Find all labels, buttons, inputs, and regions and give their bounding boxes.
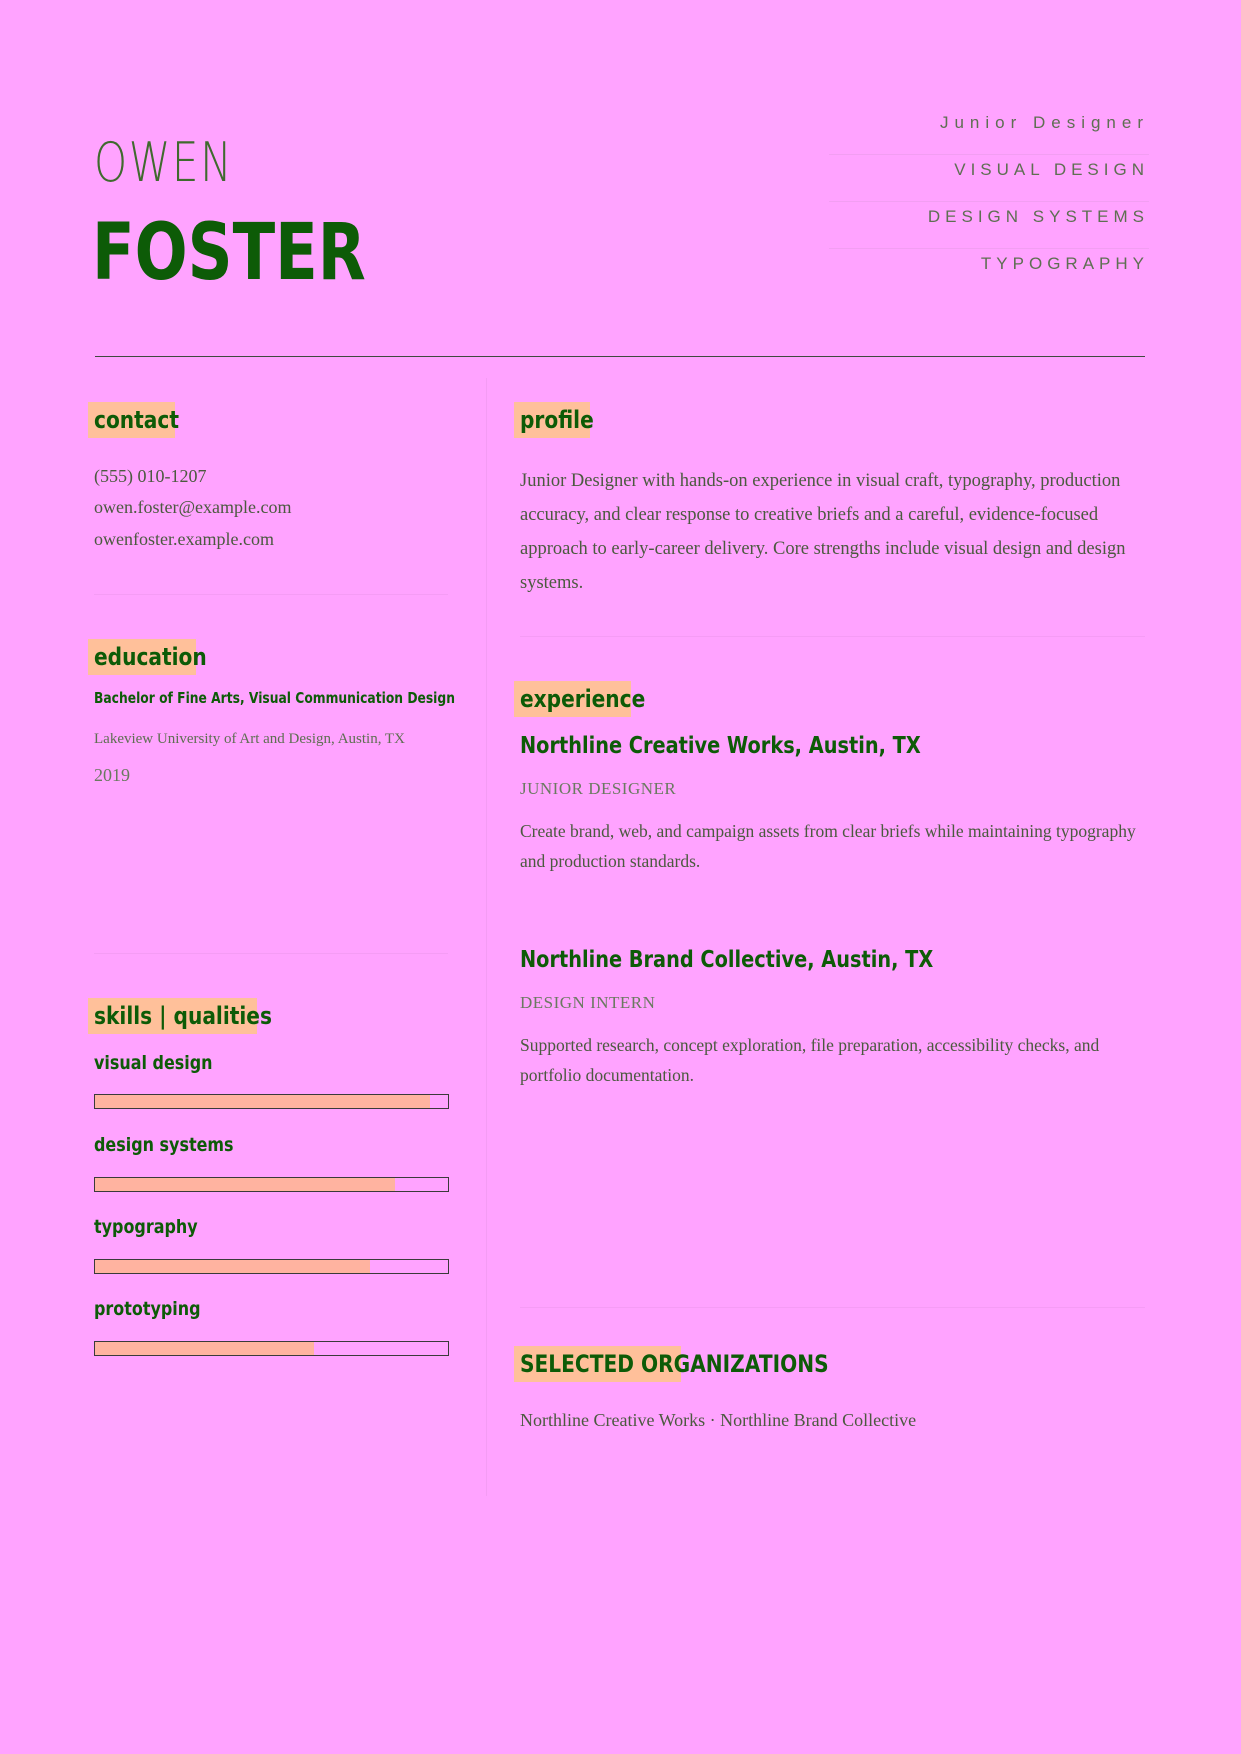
skill-bar (94, 1177, 449, 1192)
skill-name: typography (94, 1216, 198, 1238)
tagline-item: TYPOGRAPHY (980, 254, 1149, 273)
skill-bar-fill (95, 1342, 314, 1355)
section-separator (94, 953, 448, 954)
section-separator (520, 1307, 1145, 1308)
column-divider (486, 378, 487, 1496)
header-divider (95, 356, 1145, 357)
profile-heading: profile (520, 406, 594, 434)
skill-name: design systems (94, 1134, 234, 1156)
tagline-item: VISUAL DESIGN (829, 155, 1149, 202)
section-separator (94, 594, 448, 595)
tagline-title: Junior Designer (829, 108, 1149, 155)
organizations-heading: SELECTED ORGANIZATIONS (520, 1350, 829, 1378)
education-year: 2019 (94, 765, 130, 785)
tagline-list (829, 108, 1149, 295)
job-description: Create brand, web, and campaign assets from clear briefs while maintaining typography and production standards. (520, 821, 1136, 871)
contact-email: owen.foster@example.com (94, 497, 292, 517)
first-name: OWEN (94, 131, 234, 194)
skills-heading: skills | qualities (94, 1002, 272, 1030)
education-heading: education (94, 643, 207, 671)
education-degree: Bachelor of Fine Arts, Visual Communication Design (94, 689, 455, 707)
organizations-list: Northline Creative Works · Northline Brand Collective (520, 1410, 917, 1430)
experience-heading: experience (520, 685, 646, 713)
job-company: Northline Creative Works, Austin, TX (520, 733, 921, 759)
education-school: Lakeview University of Art and Design, Austin, TX (94, 731, 405, 747)
skill-bar-fill (95, 1095, 430, 1108)
skill-bar (94, 1341, 449, 1356)
last-name: FOSTER (92, 208, 366, 298)
skill-bar-fill (95, 1178, 395, 1191)
contact-website: owenfoster.example.com (94, 529, 274, 549)
contact-heading: contact (94, 406, 179, 434)
job-role: DESIGN INTERN (520, 993, 656, 1012)
job-company: Northline Brand Collective, Austin, TX (520, 947, 934, 973)
skill-bar (94, 1259, 449, 1274)
skill-name: visual design (94, 1052, 213, 1074)
job-description: Supported research, concept exploration, file preparation, accessibility checks, and portfolio documentation. (520, 1035, 1100, 1085)
job-role: JUNIOR DESIGNER (520, 779, 677, 798)
skill-name: prototyping (94, 1298, 201, 1320)
skill-bar-fill (95, 1260, 370, 1273)
profile-summary: Junior Designer with hands-on experience in visual craft, typography, production accuracy, and clear response to creative briefs and a careful, evidence-focused approach to early-career delivery. Core strengths include visual design and design systems. (520, 471, 1126, 593)
skill-bar (94, 1094, 449, 1109)
tagline-item: DESIGN SYSTEMS (829, 202, 1149, 249)
section-separator (520, 636, 1145, 637)
contact-phone: (555) 010-1207 (94, 466, 207, 486)
